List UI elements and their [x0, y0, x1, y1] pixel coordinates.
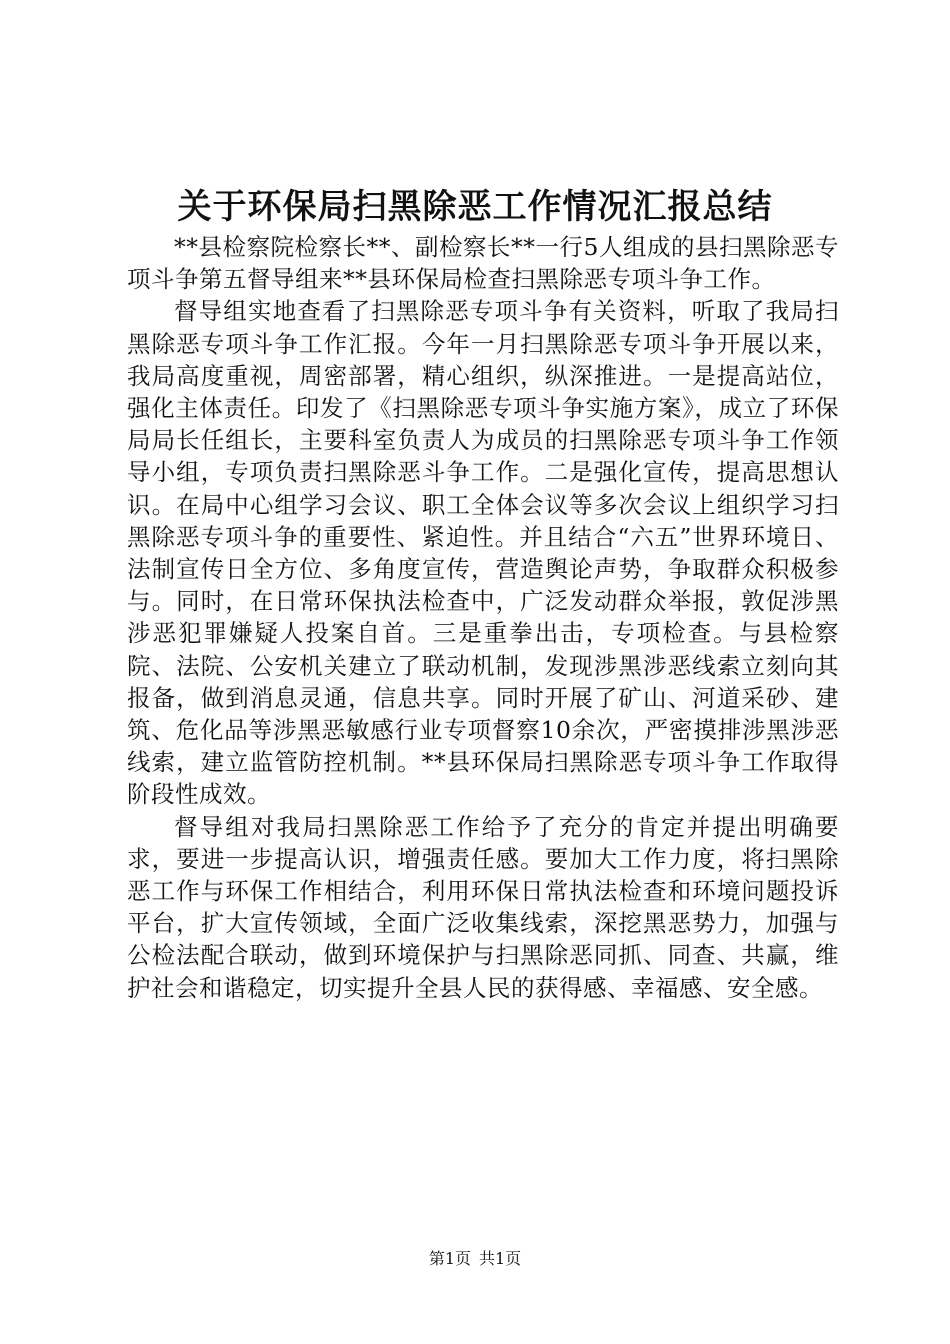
document-body	[127, 231, 839, 1004]
document-title: 关于环保局扫黑除恶工作情况汇报总结	[177, 187, 773, 227]
paragraph-3: 督导组对我局扫黑除恶工作给予了充分的肯定并提出明确要求，要进一步提高认识，增强责任感。要加大工作力度，将扫黑除恶工作与环保工作相结合，利用环保日常执法检查和环境问题投诉平台，扩大宣传领域，全面广泛收集线索，深挖黑恶势力，加强与公检法配合联动，做到环境保护与扫黑除恶同抓、同查、共赢，维护社会和谐稳定，切实提升全县人民的获得感、幸福感、安全感。	[127, 812, 839, 1002]
page-footer	[0, 1247, 950, 1271]
page-number: 第1页	[428, 1249, 471, 1268]
page-total: 共1页	[479, 1249, 522, 1268]
paragraph-1: **县检察院检察长**、副检察长**一行5人组成的县扫黑除恶专项斗争第五督导组来**县环保局检查扫黑除恶专项斗争工作。	[127, 233, 839, 294]
paragraph-2: 督导组实地查看了扫黑除恶专项斗争有关资料，听取了我局扫黑除恶专项斗争工作汇报。今年一月扫黑除恶专项斗争开展以来，我局高度重视，周密部署，精心组织，纵深推进。一是提高站位，强化主体责任。印发了《扫黑除恶专项斗争实施方案》，成立了环保局局长任组长，主要科室负责人为成员的扫黑除恶专项斗争工作领导小组，专项负责扫黑除恶斗争工作。二是强化宣传，提高思想认识。在局中心组学习会议、职工全体会议等多次会议上组织学习扫黑除恶专项斗争的重要性、紧迫性。并且结合“六五”世界环境日、法制宣传日全方位、多角度宣传，营造舆论声势，争取群众积极参与。同时，在日常环保执法检查中，广泛发动群众举报，敦促涉黑涉恶犯罪嫌疑人投案自首。三是重拳出击，专项检查。与县检察院、法院、公安机关建立了联动机制，发现涉黑涉恶线索立刻向其报备，做到消息灵通，信息共享。同时开展了矿山、河道采砂、建筑、危化品等涉黑恶敏感行业专项督察10余次，严密摸排涉黑涉恶线索，建立监管防控机制。**县环保局扫黑除恶专项斗争工作取得阶段性成效。	[127, 297, 839, 809]
